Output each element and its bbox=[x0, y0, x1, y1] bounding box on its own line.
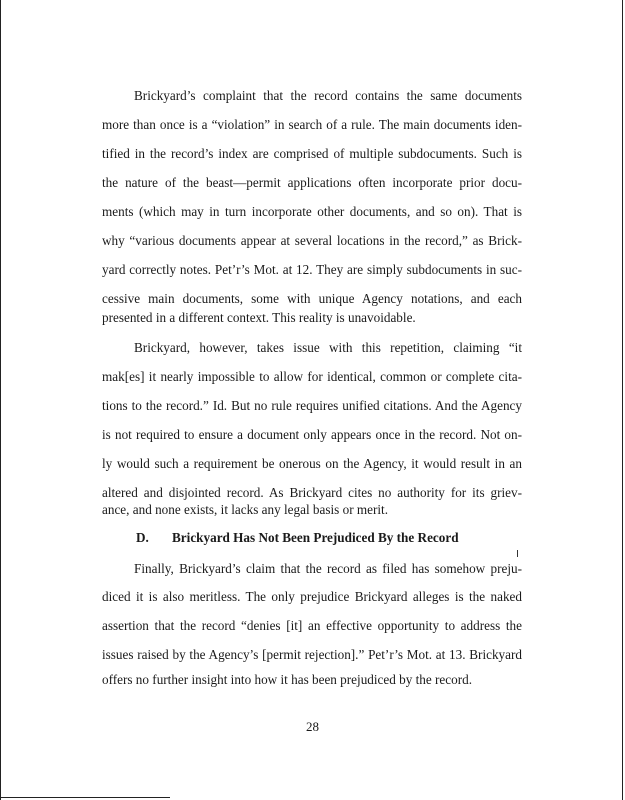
scan-edge-left bbox=[0, 0, 1, 800]
section-heading-text: Brickyard Has Not Been Prejudiced By the Record bbox=[172, 530, 459, 545]
text-line: is not required to ensure a document only appears once in the record. Not on- bbox=[102, 427, 522, 442]
text-line: Brickyard’s complaint that the record contains the same documents bbox=[134, 88, 522, 103]
text-line: ance, and none exists, it lacks any legal basis or merit. bbox=[102, 502, 389, 517]
text-line: cessive main documents, some with unique Agency notations, and each bbox=[102, 291, 522, 306]
text-line: the nature of the beast—permit applications often incorporate prior docu- bbox=[102, 175, 522, 190]
section-heading bbox=[136, 530, 459, 546]
section-heading-label: D. bbox=[136, 530, 149, 545]
text-line: tified in the record’s index are comprised of multiple subdocuments. Such is bbox=[102, 146, 522, 161]
text-line: altered and disjointed record. As Brickyard cites no authority for its griev- bbox=[102, 485, 522, 500]
text-line: why “various documents appear at several locations in the record,” as Brick- bbox=[102, 233, 522, 248]
text-line: ments (which may in turn incorporate other documents, and so on). That is bbox=[102, 204, 522, 219]
text-line: ly would such a requirement be onerous on the Agency, it would result in an bbox=[102, 456, 522, 471]
scan-mark bbox=[517, 550, 518, 557]
text-line: assertion that the record “denies [it] an effective opportunity to address the bbox=[102, 618, 522, 633]
text-line: tions to the record.” Id. But no rule requires unified citations. And the Agency bbox=[102, 398, 522, 413]
scan-edge-right bbox=[622, 0, 623, 800]
text-line: diced it is also meritless. The only prejudice Brickyard alleges is the naked bbox=[102, 589, 522, 604]
text-line: issues raised by the Agency’s [permit rejection].” Pet’r’s Mot. at 13. Brickyard bbox=[102, 647, 522, 662]
text-line: more than once is a “violation” in search of a rule. The main documents iden- bbox=[102, 117, 522, 132]
page-number: 28 bbox=[306, 719, 319, 734]
text-line: mak[es] it nearly impossible to allow for identical, common or complete cita- bbox=[102, 369, 522, 384]
text-line: offers no further insight into how it has been prejudiced by the record. bbox=[102, 672, 473, 687]
text-line: Brickyard, however, takes issue with this repetition, claiming “it bbox=[134, 340, 522, 355]
scan-edge-bottom bbox=[0, 797, 170, 798]
text-line: Finally, Brickyard’s claim that the record as filed has somehow preju- bbox=[134, 561, 522, 576]
text-line: yard correctly notes. Pet’r’s Mot. at 12. They are simply subdocuments in suc- bbox=[102, 262, 522, 277]
text-line: presented in a different context. This reality is unavoidable. bbox=[102, 310, 416, 325]
